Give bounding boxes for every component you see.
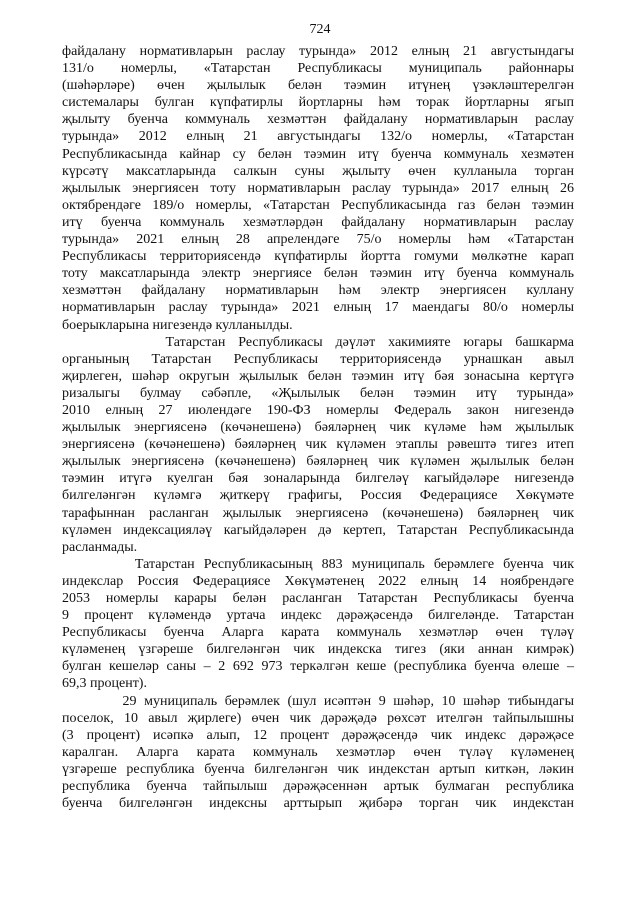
text-line: системалары булган күпфатирлы йортларны һәм торак йортларны ягып	[62, 95, 574, 111]
text-line: тарафыннан расланган җылылык энергиясенә (көчәнешенә) бәяләрнең чик	[62, 505, 574, 521]
text-line: 69,3 процент).	[62, 676, 147, 692]
body-text	[62, 43, 574, 812]
text-line: ризалыгы булмау сәбәпле, «Җылылык белән тәэмин итү турында»	[62, 385, 574, 401]
text-line: буенча билгеләнгән индексны арттырып җибәрә торган чик индекстан	[62, 796, 574, 812]
text-line: хезмәттән файдалану нормативларын һәм электр энергиясен куллану	[62, 283, 574, 299]
text-line: 29 муниципаль берәмлек (шул исәптән 9 шәһәр, 10 шәһәр тибындагы	[62, 693, 574, 709]
text-line: 131/о номерлы, «Татарстан Республикасы муниципаль районнары	[62, 61, 574, 77]
text-line: нормативларын раслау турында» 2021 елның 17 маендагы 80/о номерлы	[62, 300, 574, 316]
text-line: энергиясенә (көчәнешенә) бәяләрнең чик күләмен этаплы рәвештә тигез итеп	[62, 437, 574, 453]
text-line: итү буенча коммуналь хезмәтләрдән файдалану нормативларын раслау	[62, 214, 574, 230]
text-line: органының Татарстан Республикасы территориясендә урнашкан авыл	[62, 351, 574, 367]
text-line: турында» 2021 елның 28 апрелендәге 75/о номерлы һәм «Татарстан	[62, 232, 574, 248]
text-line: 2010 елның 27 июлендәге 190-ФЗ номерлы Федераль закон нигезендә	[62, 402, 574, 418]
text-line: (шәһәрләре) өчен җылылык белән тәэмин итүнең үзәкләштерелгән	[62, 78, 574, 94]
text-line: 9 процент күләмендә уртача индекс дәрәҗәсендә билгеләнде. Татарстан	[62, 608, 574, 624]
text-line: турында» 2012 елның 21 августындагы 132/о номерлы, «Татарстан	[62, 129, 574, 145]
text-line: файдалану нормативларын раслау турында» 2012 елның 21 августындагы	[62, 44, 574, 59]
paragraph	[62, 693, 574, 813]
paragraph	[62, 43, 574, 334]
text-line: индекслар Россия Федерациясе Хөкүмәтенең 2022 елның 14 ноябрендәге	[62, 573, 574, 589]
text-line: күләмен индексацияләү кагыйдәләрен дә кертеп, Татарстан Республикасында	[62, 522, 574, 538]
text-line: Республикасы территориясендә күпфатирлы йортта гомуми мөлкәтне карап	[62, 249, 574, 265]
text-line: боерыкларына нигезендә кулланылды.	[62, 317, 293, 333]
paragraph	[62, 334, 574, 556]
text-line: җылылык энергиясенә (көчәнешенә) бәяләрнең чик күләмен җылылык белән	[62, 454, 574, 470]
text-line: Республикасы буенча Аларга карата коммуналь хезмәтләр өчен түләү	[62, 625, 574, 641]
text-line: җылыту буенча коммуналь хезмәттән файдалану нормативларын раслау	[62, 112, 574, 128]
text-line: октябрендәге 189/о номерлы, «Татарстан Республикасында газ белән тәэмин	[62, 197, 574, 213]
text-line: 2053 номерлы карары белән расланган Татарстан Республикасы буенча	[62, 591, 574, 606]
text-line: республика буенча тайпылыш дәрәҗәсеннән артык булмаган республика	[62, 779, 574, 795]
text-line: расланмады.	[62, 539, 138, 555]
text-line: поселок, 10 авыл җирлеге) өчен чик дәрәҗәдә рөхсәт ителгән тайпылышны	[62, 710, 574, 726]
text-line: тоту максатларында электр энергиясе белән тәэмин итү буенча коммуналь	[62, 266, 574, 282]
text-line: Татарстан Республикасы дәүләт хакимияте югары башкарма	[62, 334, 574, 350]
text-line: җылылык энергиясенә (көчәнешенә) бәяләрнең чик күләме һәм җылылык	[62, 420, 574, 436]
text-line: күләменең үзгәреше билгеләнгән чик индекска тигез (яки аннан кимрәк)	[62, 642, 574, 658]
text-line: каралган. Аларга карата коммуналь хезмәтләр өчен түләү күләменең	[62, 744, 574, 760]
text-line: җирлеген, шәһәр округын җылылык белән тәэмин итү бәя зонасына кертүгә	[62, 368, 574, 384]
text-line: күрсәтү максатларында салкын суны җылыту өчен кулланыла торган	[62, 163, 574, 179]
text-line: җылылык энергиясен тоту нормативларын раслау турында» 2017 елның 26	[62, 180, 574, 196]
page-number: 724	[309, 22, 331, 37]
text-line: (3 процент) исәпкә алып, 12 процент дәрәҗәсендә чик индекс дәрәҗәсе	[62, 727, 574, 743]
text-line: үзгәреше республика буенча билгеләнгән чик индекстан артып киткән, ләкин	[62, 761, 574, 777]
text-line: билгеләнгән күләмгә җиткерү графигы, Россия Федерациясе Хөкүмәте	[62, 488, 574, 504]
paragraph	[62, 556, 574, 693]
text-line: булган кешеләр саны – 2 692 973 теркәлгән кеше (республика буенча өлеше –	[62, 659, 574, 675]
text-line: Республикасында кайнар су белән тәэмин итү буенча коммуналь хезмәтен	[62, 146, 574, 162]
text-line: Татарстан Республикасының 883 муниципаль берәмлеге буенча чик	[62, 556, 574, 572]
text-line: тәэмин итүгә куелган бәя зоналарында билгеләү кагыйдәләре нигезендә	[62, 471, 574, 487]
